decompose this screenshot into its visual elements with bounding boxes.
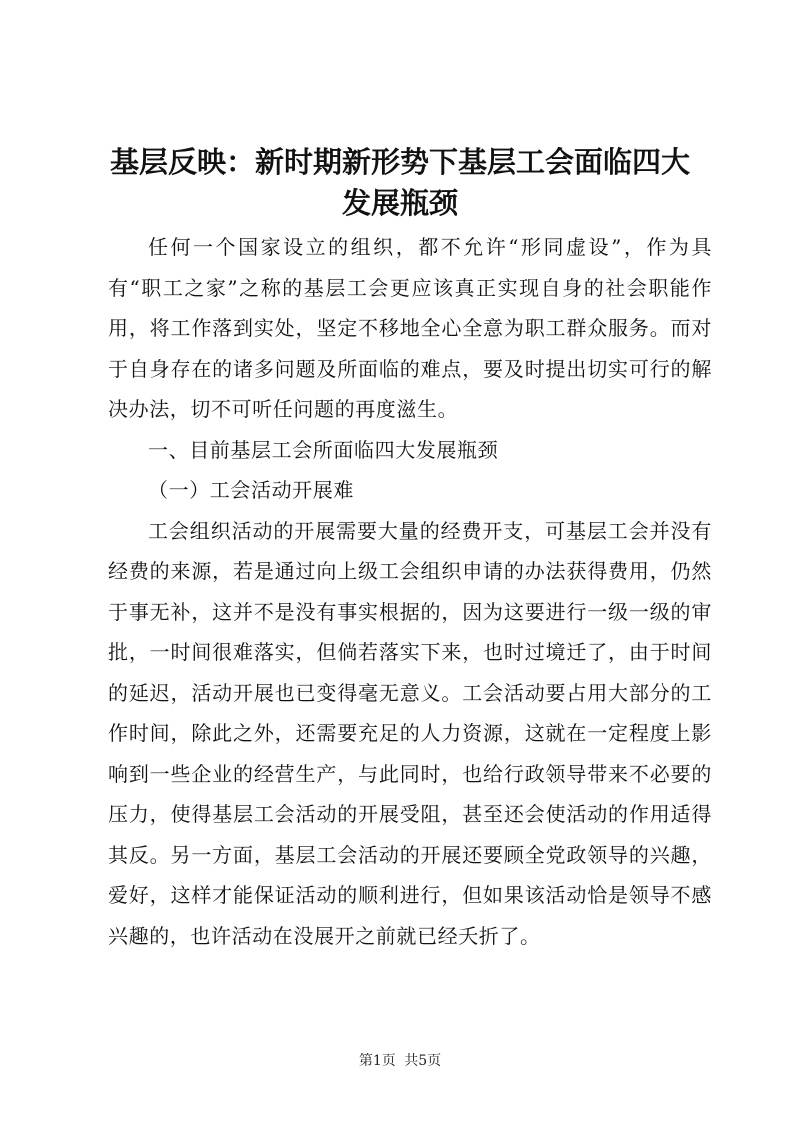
- subsection-heading: （一）工会活动开展难: [148, 478, 354, 502]
- document-body: [108, 227, 712, 956]
- section-heading: 一、目前基层工会所面临四大发展瓶颈: [148, 437, 499, 462]
- body-paragraph: 工会组织活动的开展需要大量的经费开支，可基层工会并没有经费的来源，若是通过向上级工会组织申请的办法获得费用，仍然于事无补，这并不是没有事实根据的，因为这要进行一级一级的审批，一时间很难落实，但倘若落实下来，也时过境迁了，由于时间的延迟，活动开展也已变得毫无意义。工会活动要占用大部分的工作时间，除此之外，还需要充足的人力资源，这就在一定程度上影响到一些企业的经营生产，与此同时，也给行政领导带来不必要的压力，使得基层工会活动的开展受阻，甚至还会使活动的作用适得其反。另一方面，基层工会活动的开展还要顾全党政领导的兴趣，爱好，这样才能保证活动的顺利进行，但如果该活动恰是领导不感兴趣的，也许活动在没展开之前就已经夭折了。: [108, 518, 712, 948]
- page-footer: [0, 1051, 800, 1071]
- intro-paragraph: 任何一个国家设立的组织，都不允许“形同虚设”，作为具有“职工之家”之称的基层工会更应该真正实现自身的社会职能作用，将工作落到实处，坚定不移地全心全意为职工群众服务。而对于自身存在的诸多问题及所面临的难点，要及时提出切实可行的解决办法，切不可听任问题的再度滋生。: [108, 235, 712, 421]
- page-total: 共5页: [404, 1053, 442, 1069]
- page-number: 第1页: [358, 1053, 396, 1069]
- document-title: 基层反映：新时期新形势下基层工会面临四大发展瓶颈: [109, 145, 690, 220]
